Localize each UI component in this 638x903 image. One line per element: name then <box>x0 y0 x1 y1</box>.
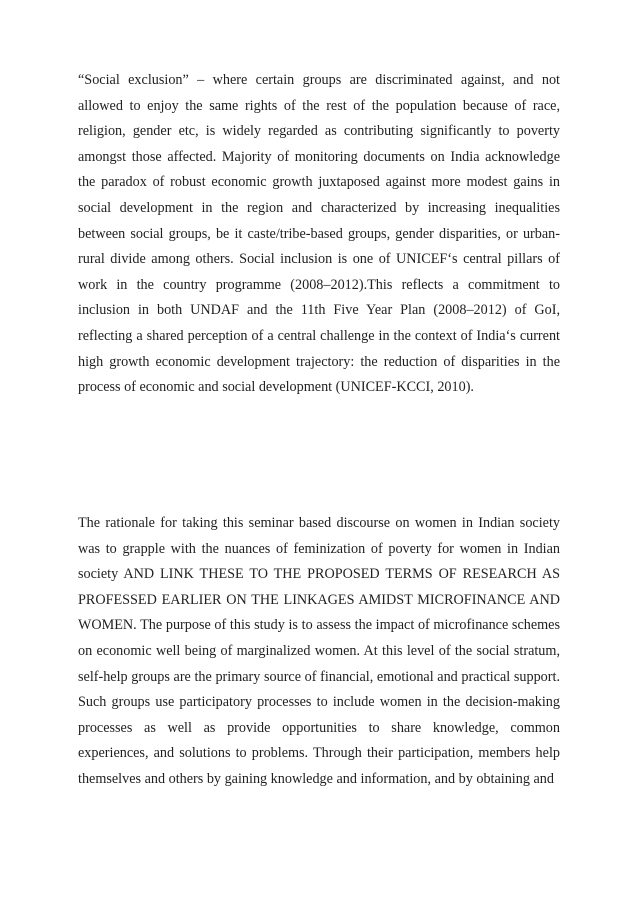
paragraph-rationale: The rationale for taking this seminar based discourse on women in Indian society was to grapple with the nuances of feminization of poverty for women in Indian society AND LINK THESE TO THE PROPOSED TERMS OF RESEARCH AS PROFESSED EARLIER ON THE LINKAGES AMIDST MICROFINANCE AND WOMEN. The purpose of this study is to assess the impact of microfinance schemes on economic well being of marginalized women. At this level of the social stratum, self-help groups are the primary source of financial, emotional and practical support. Such groups use participatory processes to include women in the decision-making processes as well as provide opportunities to share knowledge, common experiences, and solutions to problems. Through their participation, members help themselves and others by gaining knowledge and information, and by obtaining and <box>78 515 560 787</box>
paragraph-social-exclusion: “Social exclusion” – where certain groups are discriminated against, and not allowed to enjoy the same rights of the rest of the population because of race, religion, gender etc, is widely regarded as contributing significantly to poverty amongst those affected. Majority of monitoring documents on India acknowledge the paradox of robust economic growth juxtaposed against more modest gains in social development in the region and characterized by increasing inequalities between social groups, be it caste/tribe-based groups, gender disparities, or urban-rural divide among others. Social inclusion is one of UNICEF‘s central pillars of work in the country programme (2008–2012).This reflects a commitment to inclusion in both UNDAF and the 11th Five Year Plan (2008–2012) of GoI, reflecting a shared perception of a central challenge in the context of India‘s current high growth economic development trajectory: the reduction of disparities in the process of economic and social development (UNICEF-KCCI, 2010). <box>78 72 560 396</box>
